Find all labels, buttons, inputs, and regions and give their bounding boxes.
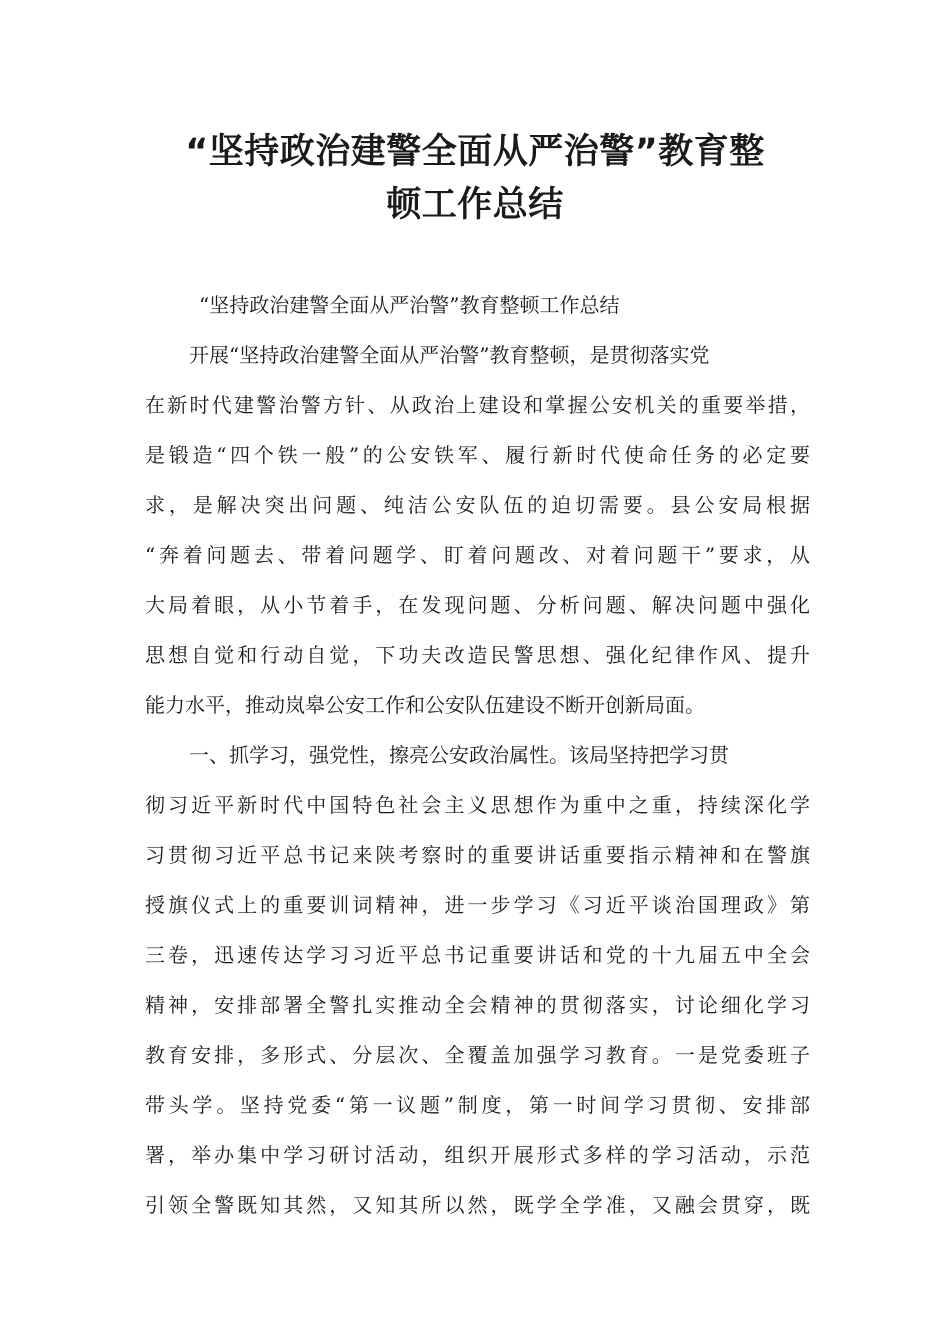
paragraph-line: 求，是解决突出问题、纯洁公安队伍的迫切需要。县公安局根据 bbox=[145, 493, 810, 517]
paragraph-line: 精神，安排部署全警扎实推动全会精神的贯彻落实，讨论细化学习 bbox=[145, 993, 810, 1017]
paragraph-line: 教育安排，多形式、分层次、全覆盖加强学习教育。一是党委班子 bbox=[145, 1043, 810, 1067]
paragraph-line: 大局着眼，从小节着手，在发现问题、分析问题、解决问题中强化 bbox=[145, 593, 810, 617]
paragraph-line: 一、抓学习，强党性，擦亮公安政治属性。该局坚持把学习贯 bbox=[189, 743, 729, 767]
paragraph-line: 带头学。坚持党委“第一议题”制度，第一时间学习贯彻、安排部 bbox=[145, 1093, 810, 1117]
paragraph-line: 彻习近平新时代中国特色社会主义思想作为重中之重，持续深化学 bbox=[145, 793, 810, 817]
paragraph-2 bbox=[145, 730, 810, 1230]
paragraph-line: 能力水平，推动岚皋公安工作和公安队伍建设不断开创新局面。 bbox=[145, 693, 705, 717]
title-line-1: “坚持政治建警全面从严治警”教育整 bbox=[185, 132, 765, 172]
paragraph-line: 习贯彻习近平总书记来陕考察时的重要讲话重要指示精神和在警旗 bbox=[145, 843, 810, 867]
paragraph-line: 在新时代建警治警方针、从政治上建设和掌握公安机关的重要举措， bbox=[145, 393, 810, 417]
title-line-2: 顿工作总结 bbox=[386, 185, 564, 225]
paragraph-line: “奔着问题去、带着问题学、盯着问题改、对着问题干”要求，从 bbox=[145, 543, 810, 567]
paragraph-line: 引领全警既知其然，又知其所以然，既学全学准，又融会贯穿，既 bbox=[145, 1193, 810, 1217]
paragraph-line: 思想自觉和行动自觉，下功夫改造民警思想、强化纪律作风、提升 bbox=[145, 643, 810, 667]
paragraph-line: 是锻造“四个铁一般”的公安铁军、履行新时代使命任务的必定要 bbox=[145, 443, 810, 467]
paragraph-line: 开展“坚持政治建警全面从严治警”教育整顿，是贯彻落实党 bbox=[189, 343, 710, 367]
paragraph-line: 署，举办集中学习研讨活动，组织开展形式多样的学习活动，示范 bbox=[145, 1143, 810, 1167]
document-subtitle: “坚持政治建警全面从严治警”教育整顿工作总结 bbox=[199, 293, 620, 317]
paragraph-line: 三卷，迅速传达学习习近平总书记重要讲话和党的十九届五中全会 bbox=[145, 943, 810, 967]
paragraph-1 bbox=[145, 330, 810, 730]
paragraph-line: 授旗仪式上的重要训词精神，进一步学习《习近平谈治国理政》第 bbox=[145, 893, 810, 917]
document-title bbox=[140, 126, 810, 232]
document-body bbox=[145, 280, 810, 1230]
